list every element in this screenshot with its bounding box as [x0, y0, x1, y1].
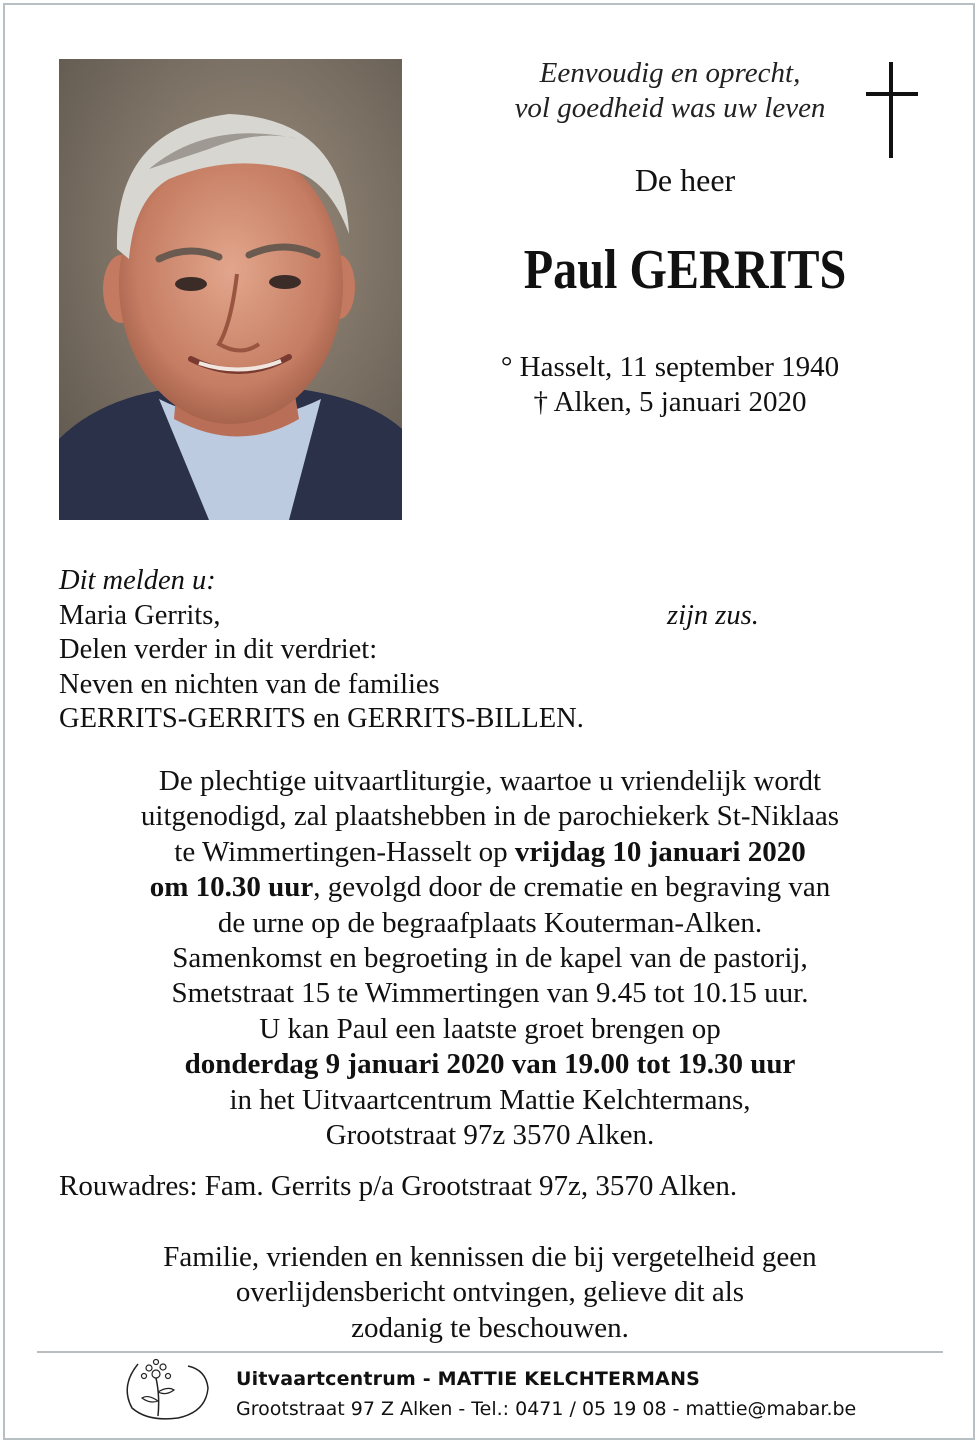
notification-line-4: Neven en nichten van de families — [59, 668, 440, 700]
closing-line: Familie, vrienden en kennissen die bij vergetelheid geen — [163, 1241, 817, 1273]
quote — [420, 56, 920, 126]
service-line: U kan Paul een laatste groet brengen op — [259, 1012, 721, 1045]
service-line: uitgenodigd, zal plaatshebben in de parochiekerk St-Niklaas — [140, 800, 840, 833]
deceased-name: Paul GERRITS — [523, 239, 847, 301]
service-line — [40, 870, 940, 905]
service-line — [40, 1047, 940, 1082]
service-time: om 10.30 uur — [149, 871, 314, 904]
notification-line-5: GERRITS-GERRITS en GERRITS-BILLEN. — [59, 703, 584, 734]
quote-line-2: vol goedheid was uw leven — [514, 92, 826, 124]
service-line — [40, 835, 940, 870]
service-line: De plechtige uitvaartliturgie, waartoe u vriendelijk wordt — [158, 765, 822, 797]
dates — [440, 350, 900, 420]
footer-company: Uitvaartcentrum - MATTIE KELCHTERMANS — [236, 1368, 701, 1390]
visitation-time: donderdag 9 januari 2020 van 19.00 tot 19.30 uur — [184, 1048, 796, 1081]
quote-line-1: Eenvoudig en oprecht, — [539, 57, 801, 89]
service-text: te Wimmertingen-Hasselt op — [174, 835, 515, 868]
service-text: , gevolgd door de crematie en begraving van — [313, 871, 831, 904]
cross-icon — [862, 62, 922, 158]
service-line: in het Uitvaartcentrum Mattie Kelchtermans, — [229, 1083, 751, 1116]
death-date: † Alken, 5 januari 2020 — [533, 386, 807, 418]
footer-contact: Grootstraat 97 Z Alken - Tel.: 0471 / 05 19 08 - mattie@mabar.be — [236, 1398, 857, 1420]
notification-intro: Dit melden u: — [59, 565, 216, 596]
service-line: Samenkomst en begroeting in de kapel van de pastorij, — [172, 942, 808, 975]
closing-line: overlijdensbericht ontvingen, gelieve dit als — [235, 1276, 745, 1309]
closing-note — [40, 1240, 940, 1346]
closing-line: zodanig te beschouwen. — [351, 1311, 629, 1344]
service-line: Grootstraat 97z 3570 Alken. — [325, 1119, 655, 1152]
relative-row — [59, 599, 919, 634]
service-line: Smetstraat 15 te Wimmertingen van 9.45 tot 10.15 uur. — [171, 977, 809, 1010]
footer-divider — [37, 1351, 943, 1353]
notification-block — [59, 564, 919, 737]
service-details — [40, 764, 940, 1153]
birth-date: ° Hasselt, 11 september 1940 — [500, 351, 840, 383]
mourning-address: Rouwadres: Fam. Gerrits p/a Grootstraat 97z, 3570 Alken. — [59, 1170, 738, 1202]
footer — [236, 1364, 856, 1424]
relative-name: Maria Gerrits, — [59, 599, 221, 631]
portrait-photo — [59, 59, 402, 520]
flower-logo — [118, 1356, 210, 1422]
service-line: de urne op de begraafplaats Kouterman-Alken. — [217, 906, 763, 939]
honorific: De heer — [634, 162, 736, 198]
service-date: vrijdag 10 januari 2020 — [514, 835, 806, 868]
relative-relation: zijn zus. — [667, 599, 759, 631]
notification-line-3: Delen verder in dit verdriet: — [59, 634, 378, 665]
